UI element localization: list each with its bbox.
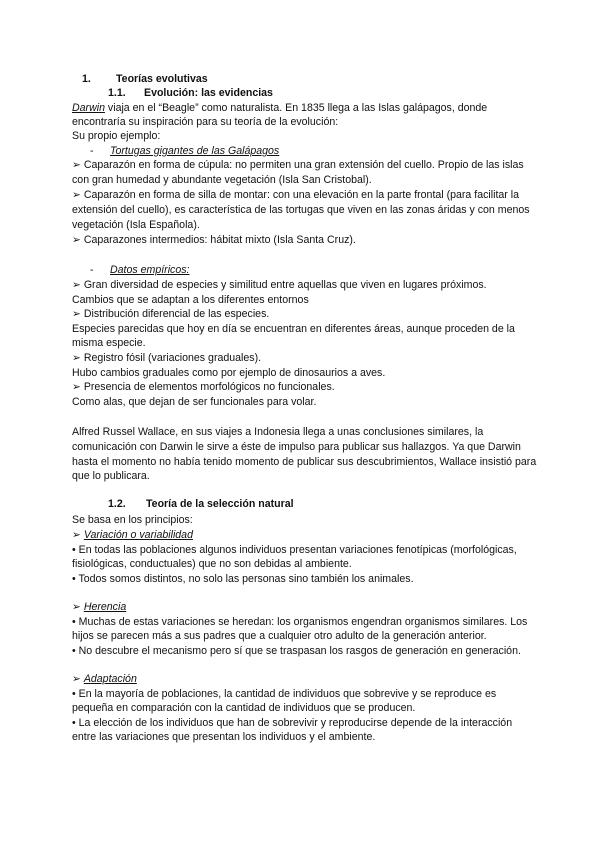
section-1-2-heading: [108, 497, 294, 511]
herencia-heading: Herencia: [83, 601, 127, 613]
datos-dash: -: [90, 264, 94, 276]
herencia-line: hijos se parecen más a sus padres que a cualquier otro adulto de la generación anterior.: [72, 630, 487, 642]
intro-line-1: [72, 101, 487, 115]
section-1-1-number: 1.1.: [108, 87, 126, 99]
variacion-line: • Todos somos distintos, no solo las personas sino también los animales.: [72, 573, 414, 585]
section-1-1-title: Evolución: las evidencias: [144, 87, 273, 99]
datos-line: Especies parecidas que hoy en día se encuentran en diferentes áreas, aunque proceden de la: [72, 323, 515, 335]
datos-line: ➢ Gran diversidad de especies y similitud entre aquellas que viven en lugares próximos.: [72, 279, 487, 291]
adaptacion-line: entre las variaciones que presentan los individuos y el ambiente.: [72, 731, 376, 743]
adaptacion-line: pequeña en comparación con la cantidad de individuos que se producen.: [72, 702, 416, 714]
intro-line-3: Su propio ejemplo:: [72, 130, 161, 142]
tortugas-heading-row: [90, 144, 279, 158]
variacion-heading-row: [72, 528, 193, 542]
variacion-heading: Variación o variabilidad: [83, 529, 193, 541]
adaptacion-heading-row: [72, 672, 137, 686]
datos-line: Hubo cambios graduales como por ejemplo de dinosaurios a aves.: [72, 367, 386, 379]
variacion-line: fisiológicas, conductuales) que no son debidas al ambiente.: [72, 558, 352, 570]
tortugas-heading: Tortugas gigantes de las Galápagos: [110, 145, 280, 157]
section-1-2-number: 1.2.: [108, 498, 126, 510]
herencia-heading-row: [72, 600, 126, 614]
section-1-number: 1.: [82, 73, 91, 85]
darwin-name: Darwin: [72, 102, 105, 114]
variacion-line: • En todas las poblaciones algunos individuos presentan variaciones fenotípicas (morfológicas,: [72, 544, 517, 556]
wallace-line: hasta el momento no había tenido momento de publicar sus descubrimientos, Wallace insistió para: [72, 456, 537, 468]
adaptacion-arrow: ➢: [72, 673, 84, 685]
datos-line: Como alas, que dejan de ser funcionales para volar.: [72, 396, 317, 408]
datos-line: ➢ Presencia de elementos morfológicos no funcionales.: [72, 381, 335, 393]
adaptacion-line: • La elección de los individuos que han de sobrevivir y reproducirse depende de la interacción: [72, 717, 513, 729]
herencia-line: • No descubre el mecanismo pero sí que se traspasan los rasgos de generación en generación.: [72, 645, 521, 657]
datos-line: ➢ Distribución diferencial de las especies.: [72, 308, 270, 320]
wallace-line: Alfred Russel Wallace, en sus viajes a Indonesia llega a unas conclusiones similares, la: [72, 426, 484, 438]
tortugas-line: extensión del cuello), es característica de las tortugas que viven en las zonas áridas y con menos: [72, 204, 530, 216]
datos-heading: Datos empíricos:: [110, 264, 190, 276]
datos-line: Cambios que se adaptan a los diferentes entornos: [72, 294, 309, 306]
section-1-2-title: Teoría de la selección natural: [146, 498, 294, 510]
datos-line: misma especie.: [72, 337, 146, 349]
variacion-arrow: ➢: [72, 529, 84, 541]
tortugas-line: ➢ Caparazón en forma de cúpula: no permiten una gran extensión del cuello. Propio de las islas: [72, 159, 524, 171]
section-1-1-heading: [108, 86, 273, 100]
section-1-title: Teorías evolutivas: [116, 73, 208, 85]
intro-line-2: encontraría su inspiración para su teoría de la evolución:: [72, 116, 339, 128]
herencia-line: • Muchas de estas variaciones se heredan: los organismos engendran organismos similares. Los: [72, 616, 528, 628]
tortugas-line: vegetación (Isla Española).: [72, 219, 200, 231]
tortugas-line: ➢ Caparazones intermedios: hábitat mixto (Isla Santa Cruz).: [72, 234, 356, 246]
wallace-line: comunicación con Darwin le sirve a éste de impulso para publicar sus hallazgos. Ya que Darwin: [72, 441, 521, 453]
datos-line: ➢ Registro fósil (variaciones graduales).: [72, 352, 262, 364]
wallace-line: que lo publicara.: [72, 470, 150, 482]
principios-line: Se basa en los principios:: [72, 514, 193, 526]
herencia-arrow: ➢: [72, 601, 84, 613]
section-1-heading: [82, 72, 208, 86]
tortugas-line: ➢ Caparazón en forma de silla de montar: con una elevación en la parte frontal (para facilitar la: [72, 189, 519, 201]
tortugas-line: con gran humedad y abundante vegetación (Isla San Cristobal).: [72, 174, 372, 186]
adaptacion-line: • En la mayoría de poblaciones, la cantidad de individuos que sobrevive y se reproduce es: [72, 688, 497, 700]
adaptacion-heading: Adaptación: [83, 673, 137, 685]
intro-line-1-rest: viaja en el “Beagle” como naturalista. En 1835 llega a las Islas galápagos, donde: [104, 102, 488, 114]
tortugas-dash: -: [90, 145, 94, 157]
datos-heading-row: [90, 263, 189, 277]
